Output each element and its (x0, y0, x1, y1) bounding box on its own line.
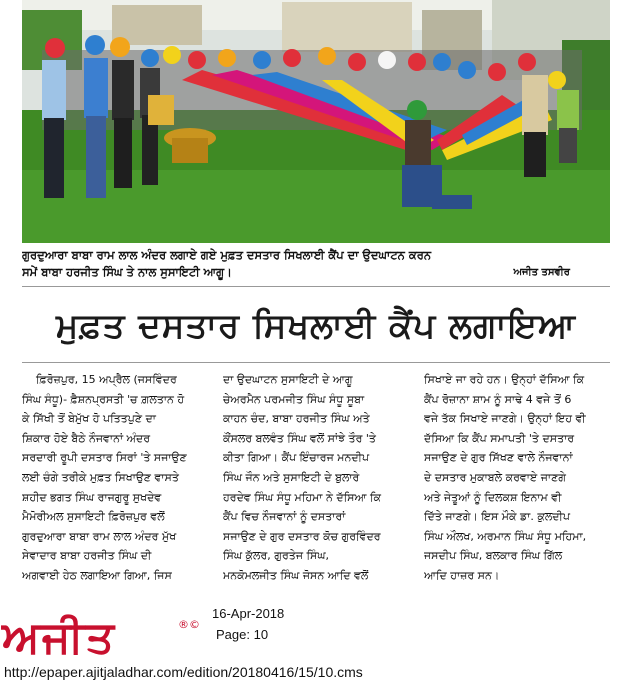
article-line: ਸਜਾਉਣ ਦੇ ਗੁਰ ਦਸਤਾਰ ਕੋਚ ਗੁਰਵਿੰਦਰ (223, 529, 381, 543)
article-line: ਸਿੰਘ ਕੁੱਲਰ, ਗੁਰਤੇਜ ਸਿੰਘ, (223, 549, 330, 563)
article-line: ਮਨਕੋਮਲਜੀਤ ਸਿੰਘ ਜੋਸਨ ਆਦਿ ਵਲੋਂ (223, 568, 369, 582)
article-line: ਕਾਹਨ ਚੰਦ, ਬਾਬਾ ਹਰਜੀਤ ਸਿੰਘ ਅਤੇ (223, 412, 370, 426)
divider-headline (22, 362, 610, 363)
article-line: ਸ਼ਿਕਾਰ ਹੋਏ ਬੈਠੇ ਨੌਜਵਾਨਾਂ ਅੰਦਰ (22, 431, 151, 445)
photo-credit: ਅਜੀਤ ਤਸਵੀਰ (513, 267, 570, 278)
article-body (22, 370, 610, 595)
photo-caption (22, 247, 610, 281)
registered-mark: ®© (178, 618, 200, 631)
article-line: ਮੈਮੋਰੀਅਲ ਸੁਸਾਇਟੀ ਫ਼ਿਰੋਜ਼ਪੁਰ ਵਲੋਂ (22, 510, 165, 524)
article-line: ਚੇਅਰਮੈਨ ਪਰਮਜੀਤ ਸਿੰਘ ਸੰਧੂ ਸੂਬਾ (223, 392, 365, 406)
article-line: ਕੈਂਪ ਰੋਜ਼ਾਨਾ ਸ਼ਾਮ ਨੂੰ ਸਾਢੇ 4 ਵਜੇ ਤੋਂ 6 (424, 392, 572, 406)
headline: ਮੁਫ਼ਤ ਦਸਤਾਰ ਸਿਖਲਾਈ ਕੈਂਪ ਲਗਾਇਆ (56, 306, 576, 346)
article-line: ਸਿੰਘ ਜੌਨ ਅਤੇ ਸੁਸਾਇਟੀ ਦੇ ਬੁਲਾਰੇ (223, 470, 360, 484)
article-line: ਸੇਵਾਦਾਰ ਬਾਬਾ ਹਰਜੀਤ ਸਿੰਘ ਦੀ (22, 549, 152, 563)
article-line: ਫ਼ਿਰੋਜ਼ਪੁਰ, 15 ਅਪ੍ਰੈਲ (ਜਸਵਿੰਦਰ (36, 373, 177, 386)
article-line: ਸਿੰਘ ਸੰਧੂ)- ਫ਼ੈਸ਼ਨਪ੍ਰਸਤੀ 'ਚ ਗ਼ਲਤਾਨ ਹੋ (22, 392, 185, 406)
article-line: ਲਈ ਚੰਗੇ ਤਰੀਕੇ ਮੁਫ਼ਤ ਸਿਖਾਉਣ ਵਾਸਤੇ (22, 470, 179, 484)
news-photo (22, 0, 610, 243)
newspaper-logo: ਅਜੀਤ (2, 612, 116, 663)
article-line: ਕੀਤਾ ਗਿਆ। ਕੈਂਪ ਇੰਚਾਰਜ ਮਨਦੀਪ (223, 451, 370, 465)
article-line: ਵਜੇ ਤੱਕ ਸਿਖਾਏ ਜਾਣਗੇ। ਉਨ੍ਹਾਂ ਇਹ ਵੀ (424, 412, 586, 426)
article-line: ਆਦਿ ਹਾਜ਼ਰ ਸਨ। (424, 568, 500, 582)
caption-line-2: ਸਮੇਂ ਬਾਬਾ ਹਰਜੀਤ ਸਿੰਘ ਤੇ ਨਾਲ ਸੁਸਾਇਟੀ ਆਗੂ। (22, 265, 232, 279)
article-line: ਦੱਸਿਆ ਕਿ ਕੈਂਪ ਸਮਾਪਤੀ 'ਤੇ ਦਸਤਾਰ (424, 431, 575, 445)
article-line: ਦੇ ਦਸਤਾਰ ਮੁਕਾਬਲੇ ਕਰਵਾਏ ਜਾਣਗੇ (424, 470, 566, 484)
article-line: ਸਿਖਾਏ ਜਾ ਰਹੇ ਹਨ। ਉਨ੍ਹਾਂ ਦੱਸਿਆ ਕਿ (424, 373, 585, 386)
source-url[interactable]: http://epaper.ajitjaladhar.com/edition/20180416/15/10.cms (4, 664, 363, 680)
page-number: Page: 10 (216, 627, 269, 642)
article-line: ਦਾ ਉਦਘਾਟਨ ਸੁਸਾਇਟੀ ਦੇ ਆਗੂ (223, 373, 353, 386)
article-line: ਸਜਾਉਣ ਦੇ ਗੁਰ ਸਿੱਖਣ ਵਾਲੇ ਨੌਜਵਾਨਾਂ (424, 451, 573, 465)
article-column-2 (223, 370, 413, 586)
article-line: ਸਰਦਾਰੀ ਰੂਪੀ ਦਸਤਾਰ ਸਿਰਾਂ 'ਤੇ ਸਜਾਉਣ (22, 451, 187, 465)
article-line: ਕੌਂਸਲਰ ਬਲਵੰਤ ਸਿੰਘ ਵਲੋਂ ਸਾਂਝੇ ਤੌਰ 'ਤੇ (223, 431, 376, 445)
article-line: ਅਗਵਾਈ ਹੇਠ ਲਗਾਇਆ ਗਿਆ, ਜਿਸ (22, 568, 172, 582)
article-line: ਜਸਦੀਪ ਸਿੰਘ, ਬਲਕਾਰ ਸਿੰਘ ਗਿੱਲ (424, 549, 563, 563)
article-line: ਸਿੰਘ ਔਲਖ, ਅਰਮਾਨ ਸਿੰਘ ਸੰਧੂ ਮਹਿਮਾ, (424, 529, 587, 543)
article-line: ਦਿੱਤੇ ਜਾਣਗੇ। ਇਸ ਮੌਕੇ ਡਾ. ਕੁਲਦੀਪ (424, 510, 570, 524)
divider-top (22, 286, 610, 287)
article-line: ਕੈਂਪ ਵਿਚ ਨੌਜਵਾਨਾਂ ਨੂੰ ਦਸਤਾਰਾਂ (223, 510, 346, 524)
article-line: ਗੁਰਦੁਆਰਾ ਬਾਬਾ ਰਾਮ ਲਾਲ ਅੰਦਰ ਮੁੱਖ (22, 529, 177, 543)
article-column-3 (424, 370, 614, 586)
article-line: ਅਤੇ ਜੇਤੂਆਂ ਨੂੰ ਦਿਲਕਸ਼ ਇਨਾਮ ਵੀ (424, 490, 562, 504)
article-column-1 (22, 370, 212, 586)
article-line: ਸ਼ਹੀਦ ਭਗਤ ਸਿੰਘ ਰਾਜਗੁਰੂ ਸੁਖਦੇਵ (22, 490, 162, 504)
caption-line-1: ਗੁਰਦੁਆਰਾ ਬਾਬਾ ਰਾਮ ਲਾਲ ਅੰਦਰ ਲਗਾਏ ਗਏ ਮੁਫ਼ਤ ਦਸਤਾਰ ਸਿਖਲਾਈ ਕੈਂਪ ਦਾ ਉਦਘਾਟਨ ਕਰਨ (22, 248, 432, 262)
turban-camp-photo (22, 0, 610, 243)
article-line: ਹਰਦੇਵ ਸਿੰਘ ਸੰਧੂ ਮਹਿਮਾ ਨੇ ਦੱਸਿਆ ਕਿ (223, 490, 381, 504)
edition-date: 16-Apr-2018 (212, 606, 285, 621)
article-line: ਕੇ ਸਿੱਖੀ ਤੋਂ ਬੇਮੁੱਖ ਹੋ ਪਤਿਤਪੁਣੇ ਦਾ (22, 412, 156, 426)
